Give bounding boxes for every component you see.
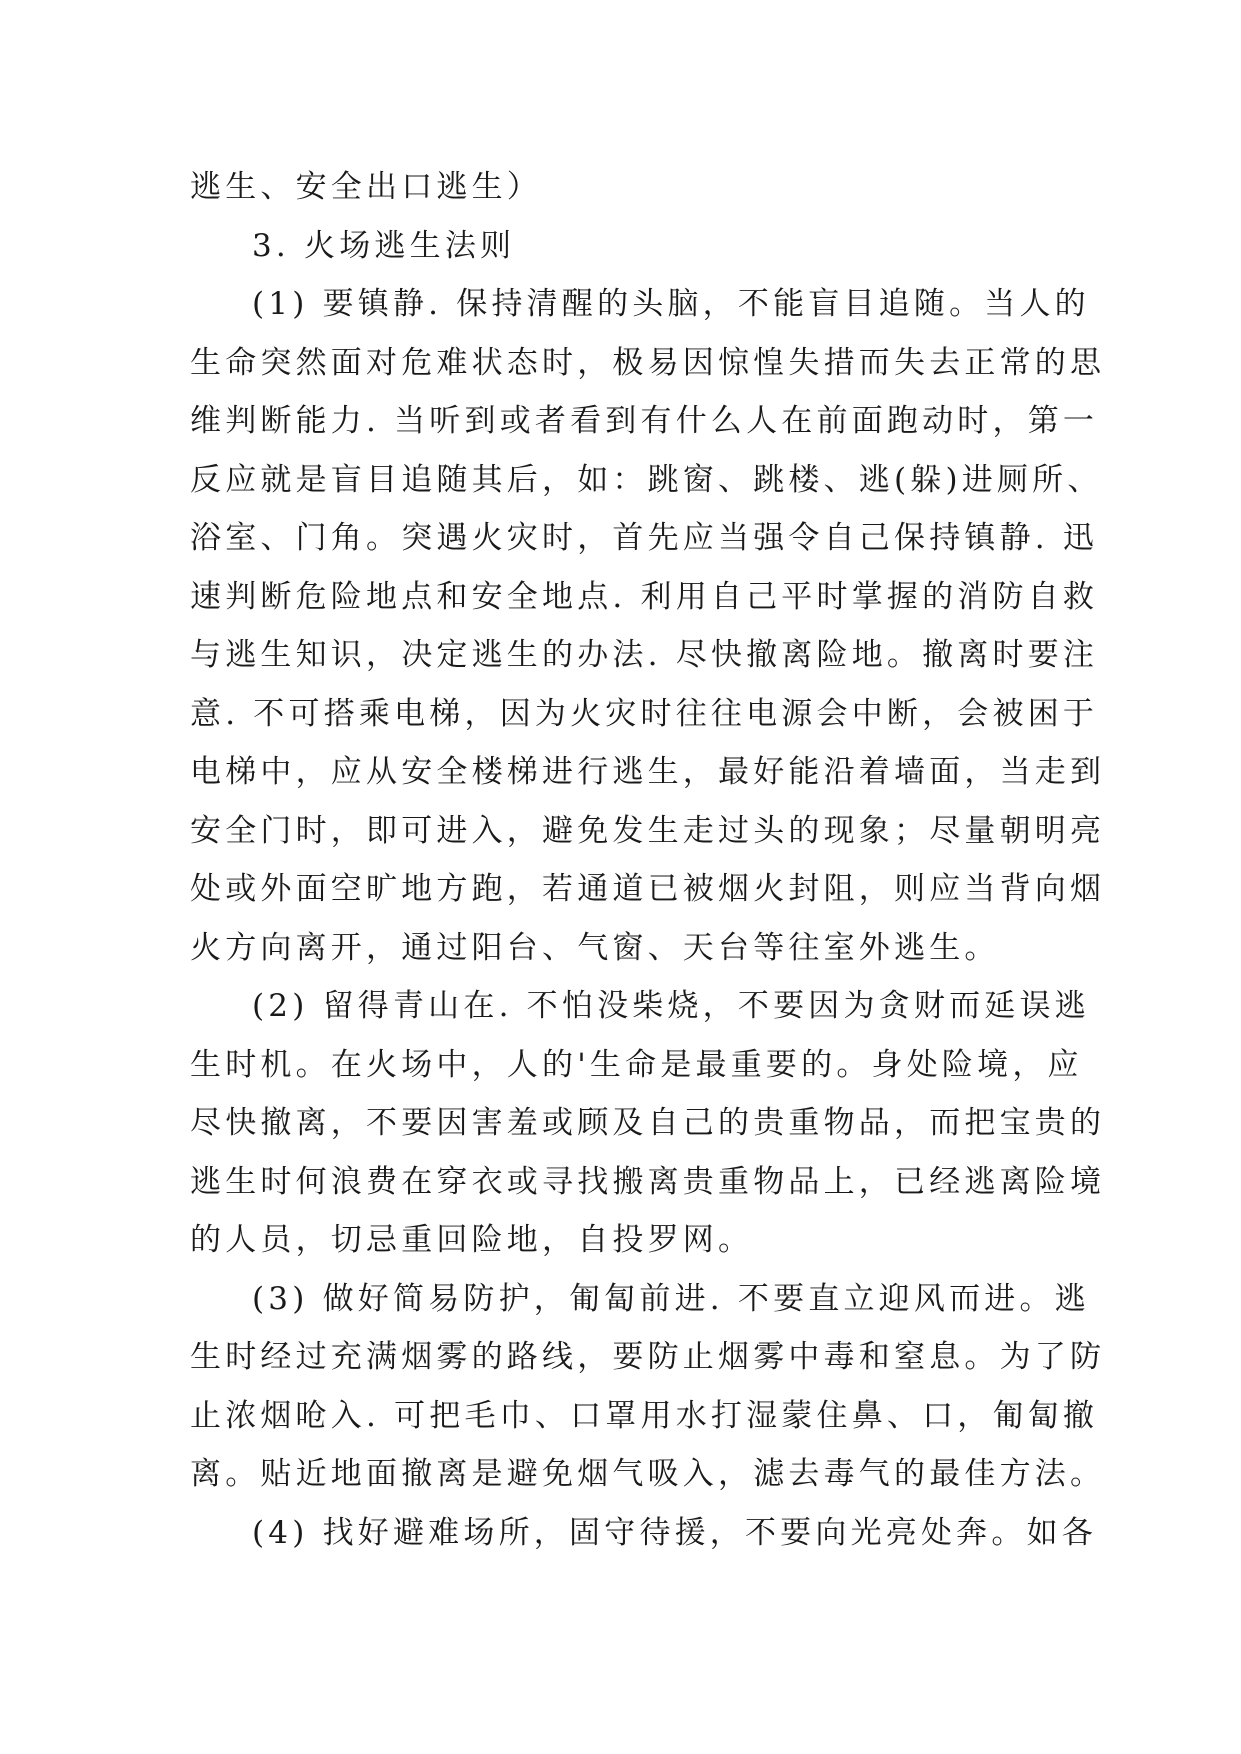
paragraph-2-line: 尽快撤离，不要因害羞或顾及自己的贵重物品，而把宝贵的 (190, 1105, 1106, 1141)
paragraph-1-line: 速判断危险地点和安全地点. 利用自己平时掌握的消防自救 (190, 578, 1099, 615)
paragraph-1-line: 生命突然面对危难状态时，极易因惊惶失措而失去正常的思 (190, 344, 1106, 381)
paragraph-1-line: (1) 要镇静. 保持清醒的头脑，不能盲目追随。当人的 (252, 286, 1090, 322)
text-line: 逃生、安全出口逃生） (190, 169, 542, 205)
document-body (190, 158, 1106, 1562)
paragraph-1-line: 火方向离开，通过阳台、气窗、天台等往室外逃生。 (190, 929, 1000, 966)
paragraph-1-line: 电梯中，应从安全楼梯进行逃生，最好能沿着墙面，当走到 (190, 754, 1106, 790)
paragraph-3-line: (3) 做好简易防护，匍匐前进. 不要直立迎风而进。逃 (252, 1280, 1090, 1317)
paragraph-2-line: 生时机。在火场中，人的'生命是最重要的。身处险境，应 (190, 1046, 1083, 1083)
paragraph-3-line: 止浓烟呛入. 可把毛巾、口罩用水打湿蒙住鼻、口，匍匐撤 (190, 1397, 1099, 1434)
paragraph-2-line: 逃生时何浪费在穿衣或寻找搬离贵重物品上，已经逃离险境 (190, 1163, 1106, 1200)
paragraph-3-line: 生时经过充满烟雾的路线，要防止烟雾中毒和窒息。为了防 (190, 1339, 1106, 1375)
paragraph-1-line: 安全门时，即可进入，避免发生走过头的现象；尽量朝明亮 (190, 812, 1106, 849)
section-heading: 3. 火场逃生法则 (252, 227, 516, 264)
paragraph-2-line: (2) 留得青山在. 不怕没柴烧，不要因为贪财而延误逃 (252, 988, 1090, 1024)
paragraph-2-line: 的人员，切忌重回险地，自投罗网。 (190, 1222, 754, 1258)
paragraph-1-line: 维判断能力. 当听到或者看到有什么人在前面跑动时，第一 (190, 403, 1099, 439)
paragraph-1-line: 与逃生知识，决定逃生的办法. 尽快撤离险地。撤离时要注 (190, 637, 1099, 673)
paragraph-4-line: (4) 找好避难场所，固守待援，不要向光亮处奔。如各 (252, 1514, 1097, 1551)
paragraph-1-line: 处或外面空旷地方跑，若通道已被烟火封阻，则应当背向烟 (190, 871, 1106, 907)
paragraph-1-line: 意. 不可搭乘电梯，因为火灾时往往电源会中断，会被困于 (190, 695, 1099, 732)
paragraph-1-line: 反应就是盲目追随其后，如：跳窗、跳楼、逃(躲)进厕所、 (190, 461, 1103, 498)
paragraph-3-line: 离。贴近地面撤离是避免烟气吸入，滤去毒气的最佳方法。 (190, 1456, 1106, 1492)
paragraph-1-line: 浴室、门角。突遇火灾时，首先应当强令自己保持镇静. 迅 (190, 520, 1099, 556)
